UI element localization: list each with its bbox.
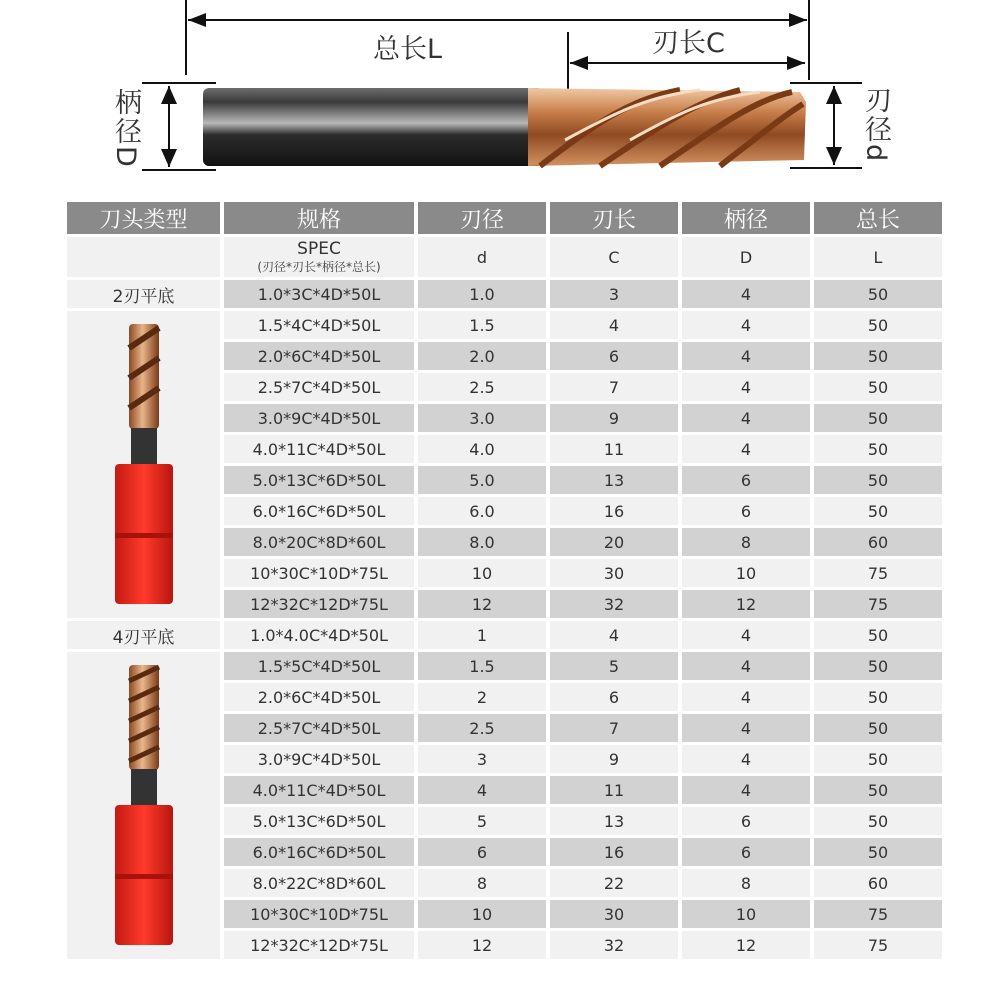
total-length-cell: 50 bbox=[814, 714, 942, 742]
blade-length-cell: 30 bbox=[550, 559, 678, 587]
blade-length-cell: 9 bbox=[550, 745, 678, 773]
blade-length-cell: 32 bbox=[550, 931, 678, 959]
blade-diameter-cell: 2.0 bbox=[418, 342, 546, 370]
blade-diameter-cell: 4.0 bbox=[418, 435, 546, 463]
shank-diameter-cell: 12 bbox=[682, 590, 810, 618]
shank-diameter-cell: 4 bbox=[682, 373, 810, 401]
total-length-cell: 50 bbox=[814, 311, 942, 339]
shank-diameter-cell: 4 bbox=[682, 745, 810, 773]
blade-diameter-cell: 6 bbox=[418, 838, 546, 866]
spec-cell: 3.0*9C*4D*50L bbox=[224, 404, 414, 432]
unit-spec-main: SPEC bbox=[297, 239, 341, 259]
header-type: 刀头类型 bbox=[67, 202, 220, 234]
blade-diameter-cell: 10 bbox=[418, 559, 546, 587]
blade-diameter-cell: 4 bbox=[418, 776, 546, 804]
shank-diameter-cell: 4 bbox=[682, 776, 810, 804]
unit-type-cell bbox=[67, 237, 220, 277]
spec-cell: 10*30C*10D*75L bbox=[224, 900, 414, 928]
blade-diameter-cell: 3 bbox=[418, 745, 546, 773]
unit-dd: D bbox=[682, 237, 810, 277]
blade-length-cell: 16 bbox=[550, 497, 678, 525]
spec-cell: 2.5*7C*4D*50L bbox=[224, 373, 414, 401]
blade-diameter-cell: 12 bbox=[418, 590, 546, 618]
total-length-cell: 75 bbox=[814, 559, 942, 587]
shank-diameter-cell: 4 bbox=[682, 652, 810, 680]
blade-diameter-cell: 2 bbox=[418, 683, 546, 711]
spec-cell: 3.0*9C*4D*50L bbox=[224, 745, 414, 773]
spec-cell: 8.0*22C*8D*60L bbox=[224, 869, 414, 897]
blade-diameter-cell: 12 bbox=[418, 931, 546, 959]
blade-diameter-cell: 2.5 bbox=[418, 373, 546, 401]
tool-type-cell: 4刃平底 bbox=[67, 621, 220, 649]
total-length-cell: 50 bbox=[814, 280, 942, 308]
shank-diameter-cell: 8 bbox=[682, 869, 810, 897]
spec-cell: 6.0*16C*6D*50L bbox=[224, 838, 414, 866]
total-length-cell: 50 bbox=[814, 342, 942, 370]
header-spec: 规格 bbox=[224, 202, 414, 234]
four-flute-end-mill-image bbox=[109, 659, 179, 949]
tool-image-cell bbox=[67, 652, 220, 959]
header-blade-diameter: 刃径 bbox=[418, 202, 546, 234]
spec-cell: 6.0*16C*6D*50L bbox=[224, 497, 414, 525]
spec-cell: 1.0*3C*4D*50L bbox=[224, 280, 414, 308]
two-flute-end-mill-image bbox=[109, 318, 179, 608]
spec-cell: 2.5*7C*4D*50L bbox=[224, 714, 414, 742]
spec-cell: 12*32C*12D*75L bbox=[224, 590, 414, 618]
shank-diameter-cell: 4 bbox=[682, 621, 810, 649]
blade-diameter-cell: 5 bbox=[418, 807, 546, 835]
total-length-cell: 75 bbox=[814, 931, 942, 959]
blade-length-cell: 9 bbox=[550, 404, 678, 432]
shank-diameter-cell: 4 bbox=[682, 435, 810, 463]
total-length-cell: 50 bbox=[814, 466, 942, 494]
blade-length-cell: 20 bbox=[550, 528, 678, 556]
blade-length-cell: 4 bbox=[550, 621, 678, 649]
blade-length-cell: 22 bbox=[550, 869, 678, 897]
blade-length-cell: 6 bbox=[550, 342, 678, 370]
total-length-cell: 50 bbox=[814, 745, 942, 773]
spec-cell: 5.0*13C*6D*50L bbox=[224, 807, 414, 835]
table-row bbox=[67, 280, 942, 308]
blade-length-cell: 7 bbox=[550, 373, 678, 401]
unit-l: L bbox=[814, 237, 942, 277]
header-blade-length: 刃长 bbox=[550, 202, 678, 234]
shank-diameter-cell: 10 bbox=[682, 559, 810, 587]
end-mill-drawing bbox=[0, 0, 1000, 190]
shank-diameter-cell: 12 bbox=[682, 931, 810, 959]
shank-diameter-cell: 10 bbox=[682, 900, 810, 928]
shank-diameter-cell: 4 bbox=[682, 404, 810, 432]
total-length-cell: 60 bbox=[814, 869, 942, 897]
shank-diameter-cell: 4 bbox=[682, 683, 810, 711]
spec-cell: 4.0*11C*4D*50L bbox=[224, 435, 414, 463]
blade-diameter-cell: 6.0 bbox=[418, 497, 546, 525]
shank-diameter-cell: 6 bbox=[682, 838, 810, 866]
blade-length-cell: 13 bbox=[550, 466, 678, 494]
unit-c: C bbox=[550, 237, 678, 277]
header-total-length: 总长 bbox=[814, 202, 942, 234]
shank-diameter-cell: 6 bbox=[682, 807, 810, 835]
total-length-cell: 75 bbox=[814, 590, 942, 618]
shank-diameter-cell: 4 bbox=[682, 311, 810, 339]
total-length-cell: 50 bbox=[814, 652, 942, 680]
unit-spec-cell bbox=[224, 237, 414, 277]
total-length-cell: 50 bbox=[814, 435, 942, 463]
unit-spec-sub: (刃径*刃长*柄径*总长) bbox=[257, 260, 381, 274]
unit-d: d bbox=[418, 237, 546, 277]
spec-cell: 4.0*11C*4D*50L bbox=[224, 776, 414, 804]
table-row bbox=[67, 621, 942, 649]
blade-diameter-label: 刃径d bbox=[860, 86, 891, 164]
blade-length-cell: 16 bbox=[550, 838, 678, 866]
shank-diameter-cell: 4 bbox=[682, 342, 810, 370]
blade-length-cell: 11 bbox=[550, 776, 678, 804]
shank-diameter-cell: 4 bbox=[682, 714, 810, 742]
spec-cell: 5.0*13C*6D*50L bbox=[224, 466, 414, 494]
spec-cell: 1.5*5C*4D*50L bbox=[224, 652, 414, 680]
total-length-cell: 50 bbox=[814, 404, 942, 432]
total-length-label: 总长L bbox=[373, 34, 443, 65]
table-row bbox=[67, 652, 942, 680]
shank-diameter-cell: 6 bbox=[682, 466, 810, 494]
blade-length-cell: 30 bbox=[550, 900, 678, 928]
blade-diameter-cell: 1.5 bbox=[418, 311, 546, 339]
total-length-cell: 50 bbox=[814, 373, 942, 401]
total-length-cell: 50 bbox=[814, 838, 942, 866]
blade-diameter-cell: 5.0 bbox=[418, 466, 546, 494]
spec-cell: 2.0*6C*4D*50L bbox=[224, 342, 414, 370]
blade-diameter-cell: 2.5 bbox=[418, 714, 546, 742]
table-row bbox=[67, 311, 942, 339]
total-length-cell: 50 bbox=[814, 497, 942, 525]
spec-cell: 2.0*6C*4D*50L bbox=[224, 683, 414, 711]
blade-diameter-cell: 1 bbox=[418, 621, 546, 649]
blade-length-cell: 11 bbox=[550, 435, 678, 463]
blade-diameter-cell: 1.5 bbox=[418, 652, 546, 680]
total-length-cell: 50 bbox=[814, 621, 942, 649]
blade-length-cell: 4 bbox=[550, 311, 678, 339]
spec-cell: 1.5*4C*4D*50L bbox=[224, 311, 414, 339]
blade-diameter-cell: 10 bbox=[418, 900, 546, 928]
shank-diameter-cell: 4 bbox=[682, 280, 810, 308]
total-length-cell: 50 bbox=[814, 807, 942, 835]
blade-length-label: 刃长C bbox=[652, 28, 725, 59]
table-header-row bbox=[67, 202, 942, 234]
tool-dimension-diagram bbox=[0, 0, 1000, 190]
spec-table bbox=[63, 199, 946, 962]
blade-diameter-cell: 8.0 bbox=[418, 528, 546, 556]
shank-diameter-cell: 8 bbox=[682, 528, 810, 556]
blade-length-cell: 3 bbox=[550, 280, 678, 308]
blade-length-cell: 32 bbox=[550, 590, 678, 618]
blade-length-cell: 13 bbox=[550, 807, 678, 835]
blade-diameter-cell: 1.0 bbox=[418, 280, 546, 308]
blade-length-cell: 5 bbox=[550, 652, 678, 680]
blade-diameter-cell: 3.0 bbox=[418, 404, 546, 432]
blade-diameter-cell: 8 bbox=[418, 869, 546, 897]
spec-cell: 12*32C*12D*75L bbox=[224, 931, 414, 959]
spec-cell: 10*30C*10D*75L bbox=[224, 559, 414, 587]
shank-diameter-label: 柄径D bbox=[110, 88, 141, 169]
unit-row bbox=[67, 237, 942, 277]
header-shank-diameter: 柄径 bbox=[682, 202, 810, 234]
spec-cell: 1.0*4.0C*4D*50L bbox=[224, 621, 414, 649]
total-length-cell: 50 bbox=[814, 683, 942, 711]
tool-type-cell: 2刃平底 bbox=[67, 280, 220, 308]
shank-diameter-cell: 6 bbox=[682, 497, 810, 525]
tool-image-cell bbox=[67, 311, 220, 618]
spec-cell: 8.0*20C*8D*60L bbox=[224, 528, 414, 556]
total-length-cell: 50 bbox=[814, 776, 942, 804]
total-length-cell: 75 bbox=[814, 900, 942, 928]
blade-length-cell: 7 bbox=[550, 714, 678, 742]
total-length-cell: 60 bbox=[814, 528, 942, 556]
blade-length-cell: 6 bbox=[550, 683, 678, 711]
